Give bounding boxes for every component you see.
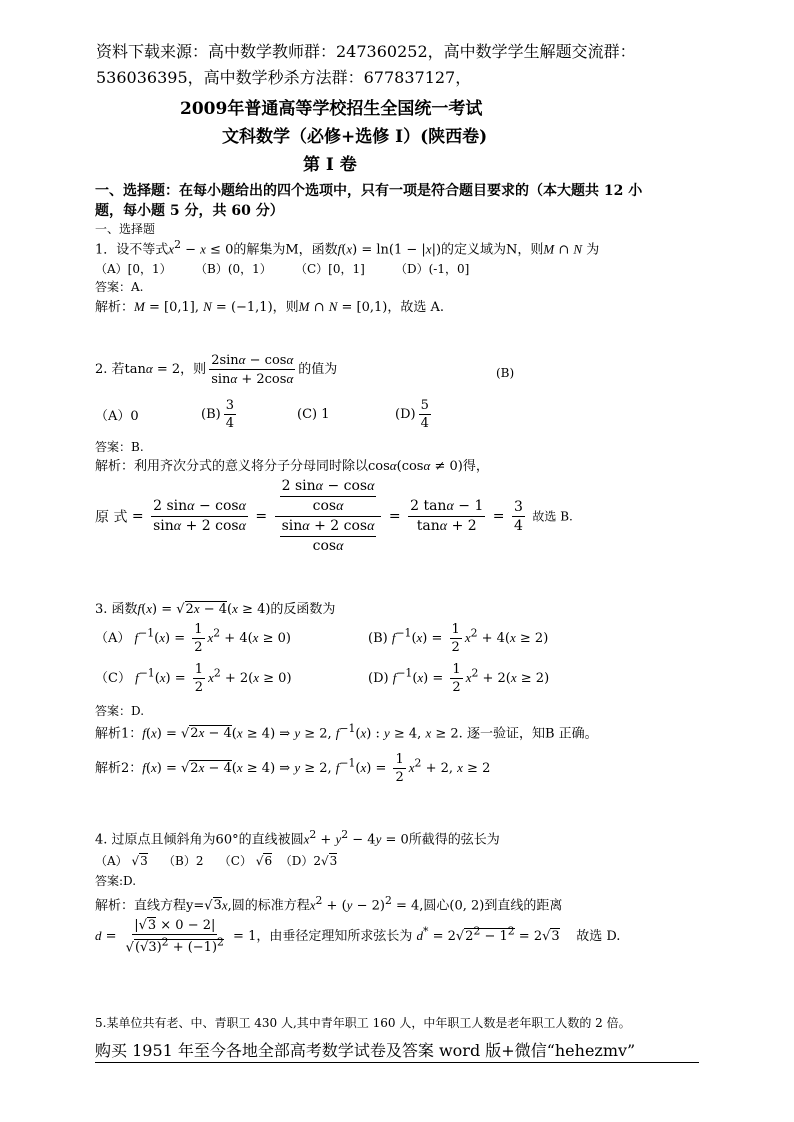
q4-option-b: （B）2	[163, 854, 204, 868]
q2-option-d: (D) $\frac{5}{4}$	[395, 398, 429, 431]
q2-option-b: (B) $\frac{3}{4}$	[201, 398, 234, 431]
exam-subtitle: 文科数学（必修+选修 I）(陕西卷)	[222, 127, 488, 147]
q4-option-c: （C） √6	[218, 854, 273, 868]
footer-ad: 购买 1951 年至今各地全部高考数学试卷及答案 word 版+微信“hehezmv”	[95, 1041, 636, 1060]
q2-options	[95, 398, 434, 431]
q1-option-a: （A）[0，1）	[95, 262, 172, 276]
q1-option-c: （C）[0，1]	[295, 262, 365, 276]
q3-option-d: (D) $f^{-1}(x)$ = $\frac{1}{2}$ $x^2 + 2(x \ge 2)$	[368, 662, 550, 695]
q4-answer: 答案:D.	[95, 874, 137, 888]
q1-option-d: （D）(-1，0]	[395, 262, 470, 276]
q2-analysis: 解析：利用齐次分式的意义将分子分母同时除以cosα(cosα ≠ 0)得，	[95, 458, 489, 474]
q4-option-a: （A） √3	[95, 854, 148, 868]
source-line-2: 536036395，高中数学秒杀方法群：677837127，	[96, 68, 472, 87]
q1-answer: 答案：A.	[95, 280, 144, 294]
q2-option-c: (C) 1	[297, 407, 330, 422]
section-heading-line1: 一、选择题：在每小题给出的四个选项中，只有一项是符合题目要求的（本大题共 12 小	[95, 183, 643, 199]
q1-options	[95, 260, 469, 277]
q5-stem: 5.某单位共有老、中、青职工 430 人,其中青年职工 160 人，中年职工人数是老年职工人数的 2 倍。	[95, 1016, 631, 1030]
q4-analysis-line2: d = $\frac{|√3 \times 0 - 2|}{√(√3)^2 + (-1)^2}$ = 1，由垂径定理知所求弦长为 $d^* = 2√2^2 - 1^2 = 2√3$ 故选 D.	[95, 918, 621, 956]
q3-option-a: （A） $f^{-1}(x)$ = $\frac{1}{2}$ $x^2 + 4(x \ge 0)$	[95, 622, 291, 655]
q3-analysis-2: 解析2：f(x) = √2x − 4(x ≥ 4) ⇒ y ≥ 2, $f^{-1}(x)$ = $\frac{1}{2}$ $x^2 + 2$, x ≥ 2	[95, 752, 491, 785]
q3-stem: 3. 函数f(x) = √2x − 4(x ≥ 4)的反函数为	[95, 601, 336, 617]
q2-derivation: 原 式 = $\frac{2 \sin\alpha - \cos\alpha}{\sin\alpha + 2 \cos\alpha}$ = $\frac{\frac{2 \sin\alpha - \cos\alpha}{\cos\alpha}}{\frac{\sin\alpha + 2 \cos\alpha}{\cos\alpha}}$ = $\frac{2 \tan\alpha - 1}{\tan\alpha + 2}$ = $\frac{3}{4}$ 故选 B.	[95, 478, 573, 554]
section-subheading: 一、选择题	[95, 222, 156, 236]
q4-option-d: （D）2√3	[279, 854, 338, 868]
q4-options	[95, 852, 337, 869]
q1-option-b: （B）(0，1）	[195, 262, 272, 276]
q3-analysis-1: 解析1：f(x) = √2x − 4(x ≥ 4) ⇒ y ≥ 2, $f^{-1}(x)$ : y ≥ 4, x ≥ 2. 逐一验证，知B 正确。	[95, 722, 598, 742]
volume-title: 第 I 卷	[303, 155, 357, 175]
q1-analysis: 解析：M = [0,1], N = (−1,1)，则M ∩ N = [0,1)，故选 A.	[95, 299, 444, 315]
q4-analysis-line1: 解析：直线方程y=√3x,圆的标准方程$x^2 + (y - 2)^2 = 4$,圆心(0, 2)到直线的距离	[95, 894, 563, 914]
exam-title: 2009年普通高等学校招生全国统一考试	[180, 99, 483, 119]
q3-option-c: （C） $f^{-1}(x)$ = $\frac{1}{2}$ $x^2 + 2(x \ge 0)$	[95, 662, 292, 695]
q3-answer: 答案：D.	[95, 704, 145, 718]
q2-given-answer: (B)	[496, 366, 515, 380]
q1-stem: 1．设不等式$x^2 - x \le 0$的解集为M，函数f(x) = ln(1 − |x|)的定义域为N，则M ∩ N 为	[95, 238, 600, 258]
q2-option-a: （A）0	[95, 409, 139, 424]
source-line-1: 资料下载来源：高中数学教师群：247360252，高中数学学生解题交流群：	[96, 42, 636, 61]
q2-stem: 2. 若tanα = 2，则 $\frac{2\sin\alpha - \cos\alpha}{\sin\alpha + 2\cos\alpha}$ 的值为	[95, 352, 338, 387]
q2-answer: 答案：B.	[95, 440, 144, 454]
q4-stem: 4. 过原点且倾斜角为60°的直线被圆$x^2 + y^2 - 4y = 0$所截得的弦长为	[95, 828, 500, 848]
section-heading-line2: 题，每小题 5 分，共 60 分）	[95, 203, 284, 219]
q3-option-b: (B) $f^{-1}(x)$ = $\frac{1}{2}$ $x^2 + 4(x \ge 2)$	[368, 622, 549, 655]
footer-rule	[95, 1062, 699, 1063]
